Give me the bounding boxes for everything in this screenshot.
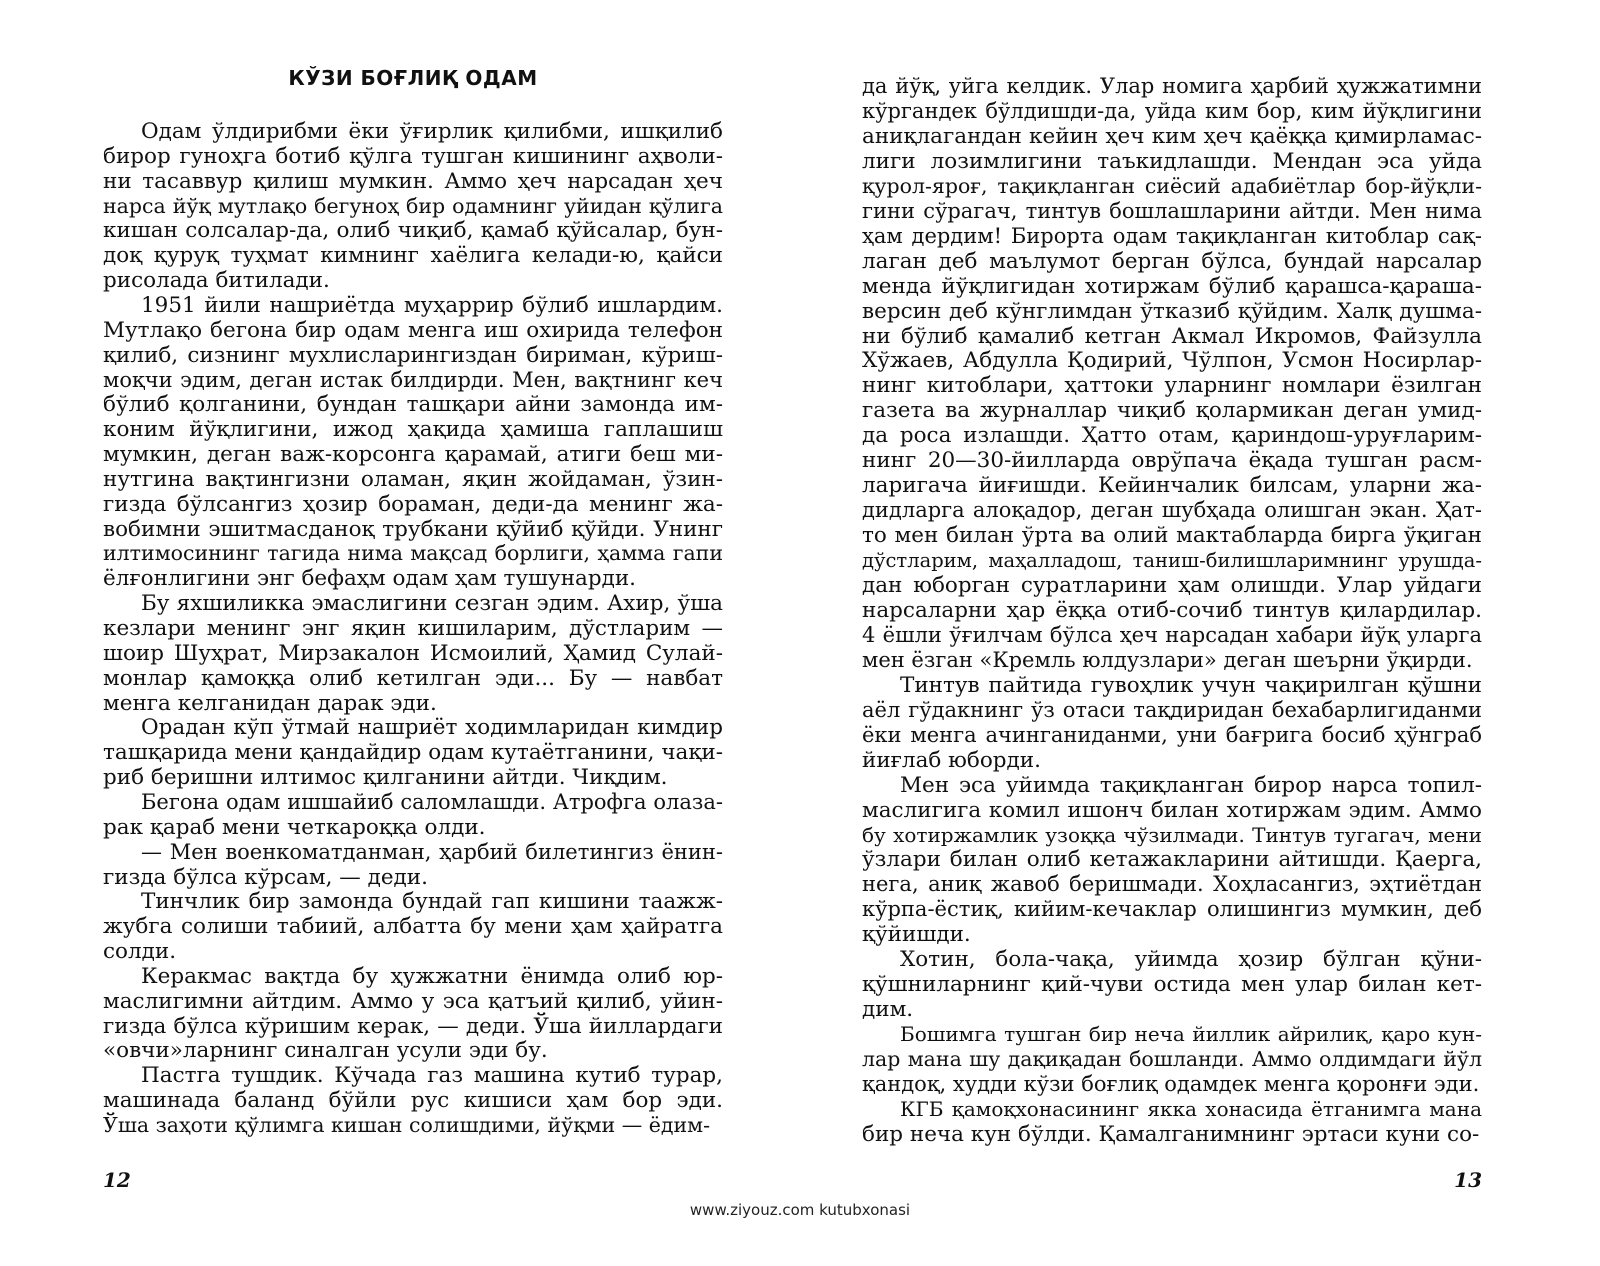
text-line: қурол-яроғ, тақиқланган сиёсий адабиётлар бор-йўқли- bbox=[862, 173, 1482, 198]
text-line: Бу яхшиликка эмаслигини сезган эдим. Ахир, ўша bbox=[141, 591, 723, 617]
text-line: 1951 йили нашриётда муҳаррир бўлиб ишлардим. bbox=[141, 292, 723, 318]
text-line: ни бўлиб қамалиб кетган Акмал Икромов, Файзулла bbox=[862, 323, 1482, 349]
text-line: бирор гуноҳга ботиб қўлга тушган кишининг аҳволи- bbox=[103, 143, 723, 169]
text-line: гизда бўлса кўришим керак, — деди. Ўша йиллардаги bbox=[103, 1013, 723, 1039]
text-line: маслигига комил ишонч билан хотиржам эдим. Аммо bbox=[862, 797, 1482, 823]
text-line: Тинтув пайтида гувоҳлик учун чақирилган қўшни bbox=[900, 672, 1482, 698]
text-line: дан юборган суратларини ҳам олишди. Улар уйдаги bbox=[862, 573, 1482, 598]
text-line: аёл гўдакнинг ўз отаси тақдиридан бехабарлигиданми bbox=[862, 697, 1482, 722]
text-line: монлар қамоққа олиб кетилган эди... Бу — навбат bbox=[103, 665, 723, 691]
text-line: қўшниларнинг қий-чуви остида мен улар билан кет- bbox=[862, 972, 1482, 998]
text-line: Керакмас вақтда бу ҳужжатни ёнимда олиб юр- bbox=[141, 963, 723, 989]
text-line: вобимни эшитмасданоқ трубкани қўйиб қўйди. Унинг bbox=[103, 516, 723, 542]
text-line: қўйишди. bbox=[862, 922, 971, 948]
text-line: гини сўрагач, тинтув бошлашларини айтди. Мен нима bbox=[862, 198, 1482, 223]
text-line: илтимосининг тагида нима мақсад борлиги, ҳамма гапи bbox=[103, 541, 723, 566]
page-number-right: 13 bbox=[1454, 1168, 1482, 1192]
text-line: ёки менга ачинганиданми, уни бағрига босиб ҳўнграб bbox=[862, 722, 1482, 747]
text-line: Мен эса уйимда тақиқланган бирор нарса топил- bbox=[900, 772, 1482, 798]
text-line: да роса излашди. Ҳатто отам, қариндош-уруғларим- bbox=[862, 423, 1482, 449]
text-line: бу хотиржамлик узоққа чўзилмади. Тинтув тугагач, мени bbox=[862, 822, 1482, 847]
text-line: бўлиб қолганини, бундан ташқари айни замонда им- bbox=[103, 392, 723, 418]
text-line: ўзлари билан олиб кетажакларини айтишди. Қаерга, bbox=[862, 847, 1482, 873]
text-line: Мутлақо бегона бир одам менга иш охирида телефон bbox=[103, 317, 723, 343]
text-line: дидларга алоқадор, деган шубҳада олишган экан. Ҳат- bbox=[862, 498, 1482, 523]
text-line: Хотин, бола-чақа, уйимда ҳозир бўлган қўни- bbox=[900, 947, 1482, 973]
text-line: то мен билан ўрта ва олий мактабларда бирга ўқиган bbox=[862, 523, 1482, 549]
text-line: ёлғонлигини энг бефаҳм одам ҳам тушунарди. bbox=[103, 566, 637, 592]
text-line: ни тасаввур қилиш мумкин. Аммо ҳеч нарсадан ҳеч bbox=[103, 168, 723, 194]
text-line: нинг китоблари, ҳаттоки уларнинг номлари ёзилган bbox=[862, 373, 1482, 399]
text-line: Бегона одам ишшайиб саломлашди. Атрофга олаза- bbox=[141, 789, 723, 814]
text-line: лар мана шу дақиқадан бошланди. Аммо олдимдаги йўл bbox=[862, 1047, 1482, 1072]
text-line: версин деб кўнглимдан ўтказиб қўйдим. Халқ душма- bbox=[862, 298, 1482, 324]
text-line: лаган деб маълумот берган бўлса, бундай нарсалар bbox=[862, 248, 1482, 274]
text-line: гизда бўлса кўрсам, — деди. bbox=[103, 864, 428, 890]
text-line: мен ёзган «Кремль юлдузлари» деган шеърни ўқирди. bbox=[862, 647, 1473, 672]
text-line: Тинчлик бир замонда бундай гап кишини таажж- bbox=[141, 889, 723, 915]
text-line: «овчи»ларнинг синалган усули эди бу. bbox=[103, 1038, 548, 1064]
text-line: Орадан кўп ўтмай нашриёт ходимларидан кимдир bbox=[141, 715, 723, 741]
text-line: шоир Шуҳрат, Мирзакалон Исмоилий, Ҳамид Сулай- bbox=[103, 640, 723, 666]
text-line: ларигача йиғишди. Кейинчалик билсам, уларни жа- bbox=[862, 473, 1482, 499]
text-line: 4 ёшли ўғилчам бўлса ҳеч нарсадан хабари йўқ уларга bbox=[862, 622, 1482, 647]
text-line: солди. bbox=[103, 939, 177, 965]
text-line: риб беришни илтимос қилганини айтди. Чиқдим. bbox=[103, 765, 668, 791]
text-line: нарсаларни ҳар ёққа отиб-сочиб тинтув қилардилар. bbox=[862, 597, 1482, 623]
text-line: — Мен военкоматданман, ҳарбий билетингиз ёнин- bbox=[141, 839, 723, 864]
text-line: коним йўқлигини, ижод ҳақида ҳамиша гаплашиш bbox=[103, 417, 723, 443]
text-line: менга келганидан дарак эди. bbox=[103, 690, 437, 716]
text-line: Ўша заҳоти қўлимга кишан солишдими, йўқми — ёдим- bbox=[103, 1113, 711, 1137]
text-line: қилиб, сизнинг мухлисларингиздан бириман, кўриш- bbox=[103, 342, 723, 368]
text-line: Хўжаев, Абдулла Қодирий, Чўлпон, Усмон Носирлар- bbox=[862, 348, 1482, 374]
text-line: ташқарида мени қандайдир одам кутаётганини, чақи- bbox=[103, 740, 723, 766]
text-line: йиғлаб юборди. bbox=[862, 747, 1041, 773]
text-line: гизда бўлсангиз ҳозир бораман, деди-да менинг жа- bbox=[103, 491, 723, 517]
text-line: нега, аниқ жавоб беришмади. Хоҳласангиз, эҳтиётдан bbox=[862, 872, 1482, 897]
footer-watermark: www.ziyouz.com kutubxonasi bbox=[689, 1201, 911, 1219]
text-line: менда йўқлигидан хотиржам бўлиб қарашса-қараша- bbox=[862, 273, 1482, 299]
chapter-title: КЎЗИ БОҒЛИҚ ОДАМ bbox=[288, 66, 538, 90]
page-number-left: 12 bbox=[103, 1168, 131, 1192]
text-line: Одам ўлдирибми ёки ўғирлик қилибми, ишқилиб bbox=[141, 119, 723, 144]
text-line: да йўқ, уйга келдик. Улар номига ҳарбий ҳужжатимни bbox=[862, 74, 1482, 98]
text-line: мумкин, деган важ-корсонга қарамай, атиги беш ми- bbox=[103, 442, 723, 468]
text-line: ҳам дердим! Бирорта одам тақиқланган китоблар сақ- bbox=[862, 223, 1482, 248]
text-line: КГБ қамоқхонасининг якка хонасида ётганимга мана bbox=[900, 1096, 1482, 1121]
text-line: кезлари менинг энг яқин кишиларим, дўстларим — bbox=[103, 616, 723, 641]
text-line: кишан солсалар-да, олиб чиқиб, қамаб қўйсалар, бун- bbox=[103, 218, 723, 244]
text-line: машинада баланд бўйли рус кишиси ҳам бор эди. bbox=[103, 1088, 723, 1114]
text-line: кўргандек бўлдишди-да, уйда ким бор, ким йўқлигини bbox=[862, 98, 1482, 123]
text-line: жубга солиши табиий, албатта бу мени ҳам ҳайратга bbox=[103, 914, 723, 940]
text-line: дим. bbox=[862, 997, 914, 1023]
text-line: Пастга тушдик. Кўчада газ машина кутиб турар, bbox=[141, 1063, 723, 1089]
text-line: қандоқ, худди кўзи боғлиқ одамдек менга қоронғи эди. bbox=[862, 1072, 1480, 1096]
text-line: рак қараб мени четкароққа олди. bbox=[103, 814, 486, 840]
text-line: газета ва журналлар чиқиб қолармикан деган умид- bbox=[862, 398, 1482, 424]
text-line: лиги лозимлигини таъкидлашди. Мендан эса уйда bbox=[862, 148, 1482, 174]
text-line: маслигимни айтдим. Аммо у эса қатъий қилиб, уйин- bbox=[103, 988, 723, 1014]
text-line: моқчи эдим, деган истак билдирди. Мен, вақтнинг кеч bbox=[103, 367, 723, 392]
text-line: нарса йўқ мутлақо бегуноҳ бир одамнинг уйидан қўлига bbox=[103, 193, 723, 218]
text-line: нинг 20—30-йилларда оврўпача ёқада тушган расм- bbox=[862, 448, 1482, 474]
text-line: Бошимга тушган бир неча йиллик айрилиқ, қаро кун- bbox=[900, 1022, 1482, 1047]
text-line: кўрпа-ёстиқ, кийим-кечаклар олишингиз мумкин, деб bbox=[862, 897, 1482, 922]
text-line: рисолада битилади. bbox=[103, 268, 330, 294]
text-line: бир неча кун бўлди. Қамалганимнинг эртаси куни со- bbox=[862, 1121, 1480, 1147]
text-line: доқ қуруқ туҳмат кимнинг хаёлига келади-ю, қайси bbox=[103, 243, 723, 269]
text-line: дўстларим, маҳалладош, таниш-билишларимнинг урушда- bbox=[862, 549, 1482, 573]
text-line: нутгина вақтингизни оламан, яқин жойдаман, ўзин- bbox=[103, 466, 723, 492]
text-line: аниқлагандан кейин ҳеч ким ҳеч қаёққа қимирламас- bbox=[862, 123, 1482, 149]
